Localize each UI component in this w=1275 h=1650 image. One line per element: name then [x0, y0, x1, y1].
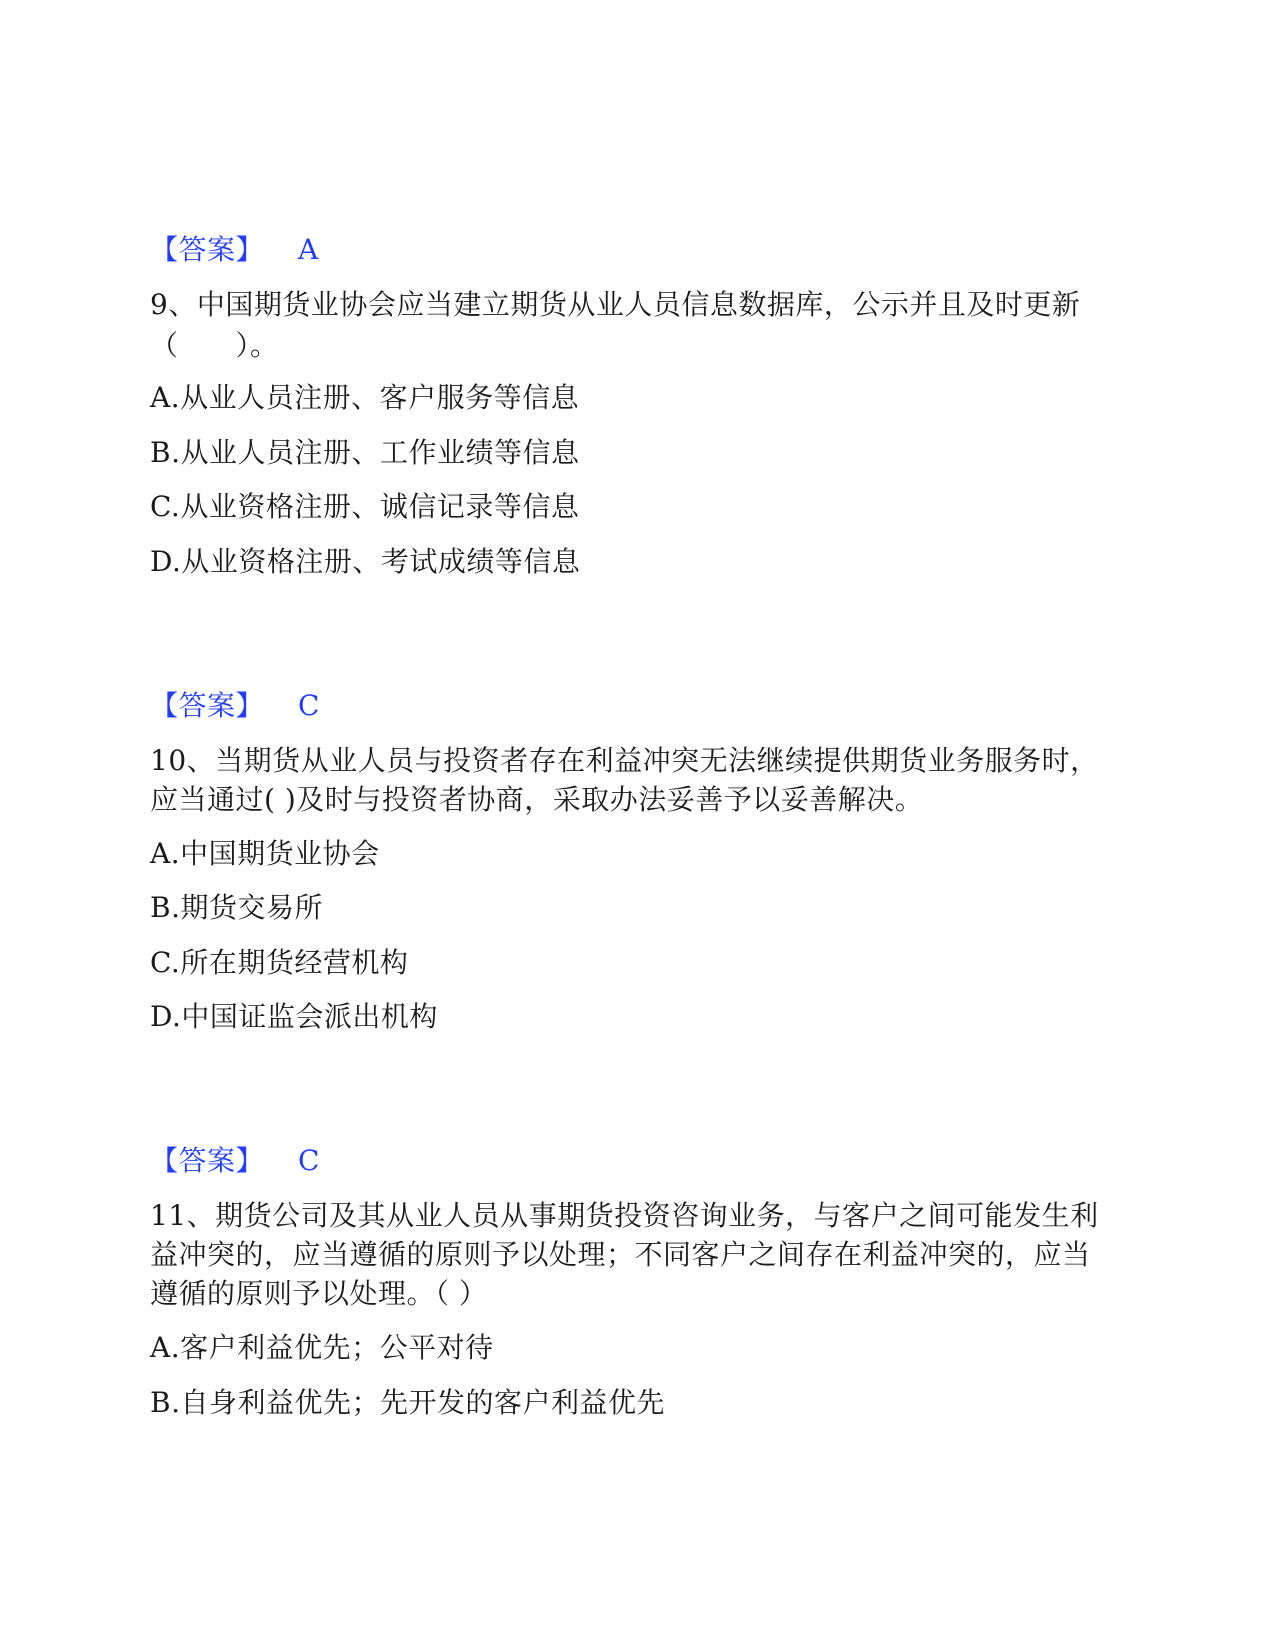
option-a: A.中国期货业协会: [150, 837, 380, 870]
answer-label: 【答案】: [150, 1144, 265, 1177]
answer-line: [150, 230, 319, 270]
option-d: D.中国证监会派出机构: [150, 1000, 438, 1033]
option-a: A.从业人员注册、客户服务等信息: [150, 381, 580, 414]
answer-label: 【答案】: [150, 233, 265, 266]
question-stem-line: （ ）。: [150, 329, 279, 362]
option-d: D.从业资格注册、考试成绩等信息: [150, 545, 581, 578]
answer-line: [150, 1141, 320, 1181]
answer-value: C: [298, 1144, 320, 1177]
answer-label: 【答案】: [150, 689, 265, 722]
answer-value: C: [298, 689, 320, 722]
question-stem-line: 应当通过( )及时与投资者协商，采取办法妥善予以妥善解决。: [150, 783, 924, 816]
option-c: C.从业资格注册、诚信记录等信息: [150, 490, 580, 523]
option-c: C.所在期货经营机构: [150, 946, 409, 979]
question-stem-line: 9、中国期货业协会应当建立期货从业人员信息数据库，公示并且及时更新: [150, 288, 1081, 321]
option-b: B.期货交易所: [150, 891, 323, 924]
option-b: B.从业人员注册、工作业绩等信息: [150, 436, 580, 469]
option-a: A.客户利益优先；公平对待: [150, 1331, 494, 1364]
answer-value: A: [298, 233, 319, 266]
answer-line: [150, 686, 320, 726]
question-stem-line: 10、当期货从业人员与投资者存在利益冲突无法继续提供期货业务服务时，: [150, 744, 1099, 777]
question-stem-line: 遵循的原则予以处理。（ ）: [150, 1277, 488, 1310]
question-stem-line: 11、期货公司及其从业人员从事期货投资咨询业务，与客户之间可能发生利: [150, 1199, 1099, 1232]
option-b: B.自身利益优先；先开发的客户利益优先: [150, 1386, 665, 1419]
question-stem-line: 益冲突的，应当遵循的原则予以处理；不同客户之间存在利益冲突的，应当: [150, 1238, 1091, 1271]
